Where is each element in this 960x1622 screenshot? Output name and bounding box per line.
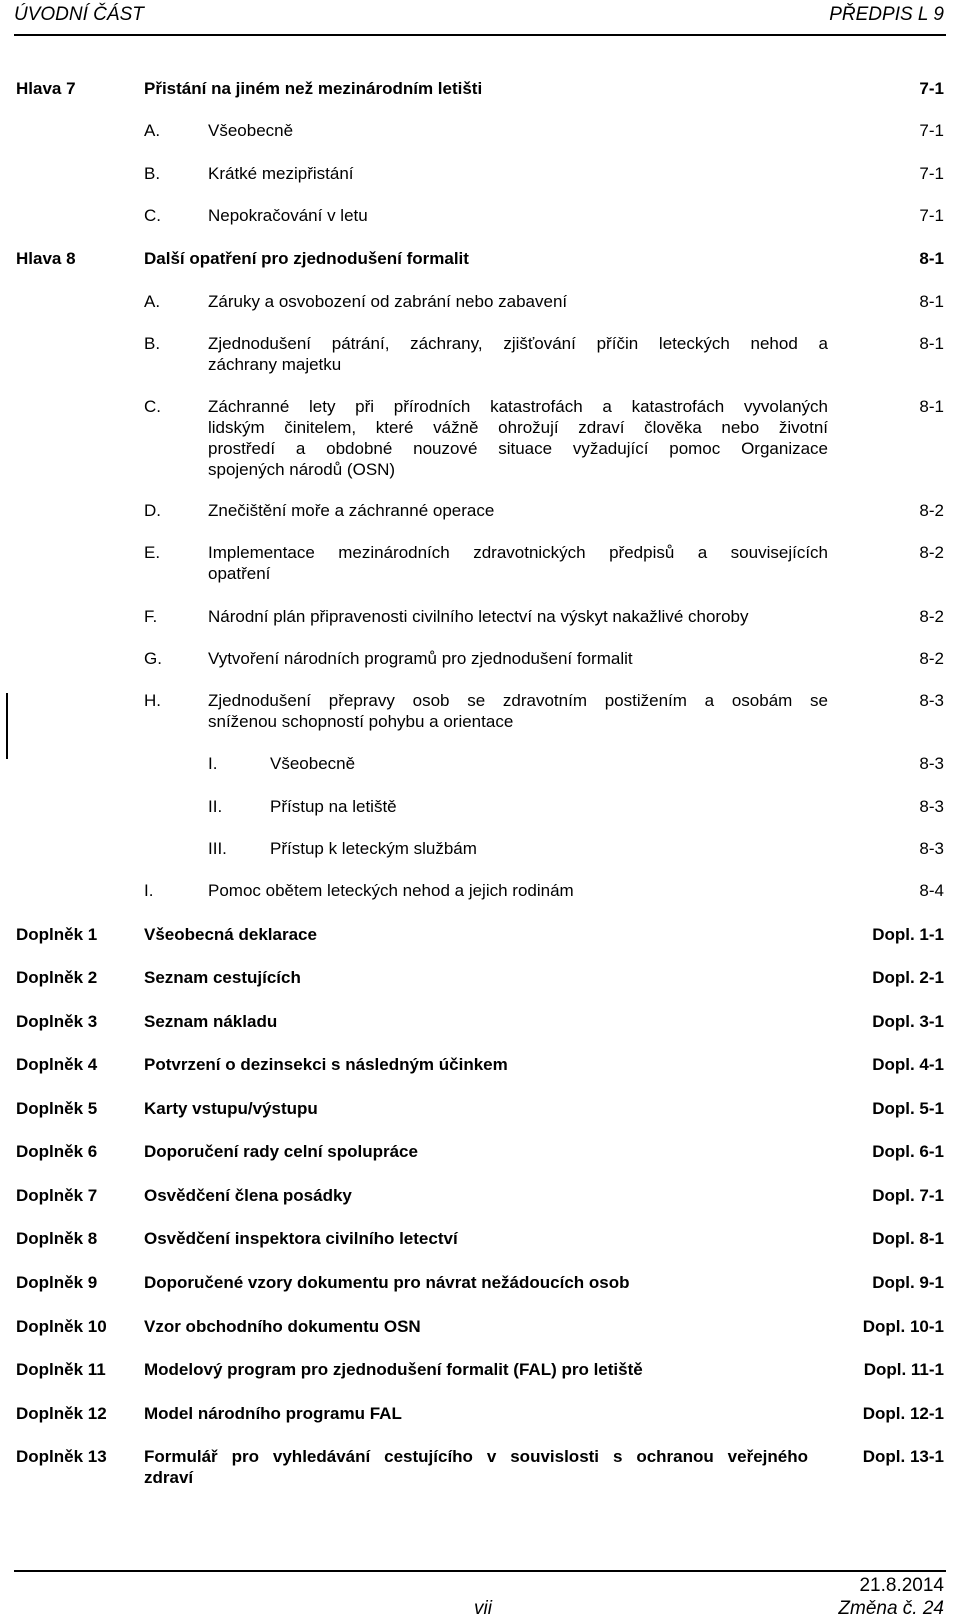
subsection-title: Přístup na letiště	[270, 797, 397, 816]
appendix-title: Osvědčení člena posádky	[144, 1186, 352, 1205]
section-letter: D.	[144, 501, 161, 520]
appendix-label: Doplněk 7	[16, 1186, 98, 1205]
appendix-label: Doplněk 5	[16, 1099, 98, 1118]
page-ref: Dopl. 3-1	[872, 1012, 944, 1031]
section-title: Implementace mezinárodních zdravotnických předpisů a souvisejících opatření	[208, 543, 828, 583]
page-ref: 8-3	[919, 691, 944, 710]
page-ref: 8-3	[919, 797, 944, 816]
appendix-label: Doplněk 4	[16, 1055, 98, 1074]
section-title: Pomoc obětem leteckých nehod a jejich rodinám	[208, 881, 574, 900]
section-title: Vytvoření národních programů pro zjednodušení formalit	[208, 649, 633, 668]
appendix-label: Doplněk 8	[16, 1229, 98, 1248]
page-ref: Dopl. 11-1	[863, 1360, 944, 1379]
header-left: ÚVODNÍ ČÁST	[14, 4, 144, 25]
header-rule	[14, 34, 946, 36]
section-letter: C.	[144, 206, 161, 225]
page-ref: 8-2	[919, 649, 944, 668]
page-ref: Dopl. 12-1	[862, 1404, 944, 1423]
section-title: Znečištění moře a záchranné operace	[208, 501, 495, 520]
section-title: Krátké mezipřistání	[208, 164, 354, 183]
subsection-title: Přístup k leteckým službám	[270, 839, 477, 858]
section-title: Záruky a osvobození od zabrání nebo zabavení	[208, 292, 568, 311]
appendix-label: Doplněk 11	[16, 1360, 106, 1379]
subsection-numeral: II.	[208, 797, 223, 816]
page-ref: 8-3	[919, 839, 944, 858]
section-title: Zjednodušení pátrání, záchrany, zjišťování příčin leteckých nehod a záchrany majetku	[208, 334, 828, 374]
chapter-label: Hlava 8	[16, 249, 76, 268]
appendix-title: Osvědčení inspektora civilního letectví	[144, 1229, 458, 1248]
page-ref: 8-2	[919, 501, 944, 520]
page-ref: Dopl. 2-1	[872, 968, 944, 987]
page-ref: Dopl. 4-1	[872, 1055, 944, 1074]
page-ref: 8-1	[919, 249, 944, 268]
section-title: Nepokračování v letu	[208, 206, 368, 225]
page-ref: Dopl. 7-1	[872, 1186, 944, 1205]
page-ref: 7-1	[919, 164, 944, 183]
page-ref: Dopl. 13-1	[862, 1447, 944, 1466]
section-title: Národní plán připravenosti civilního letectví na výskyt nakažlivé choroby	[208, 607, 749, 626]
page-ref: 7-1	[919, 206, 944, 225]
appendix-title: Potvrzení o dezinsekci s následným účinkem	[144, 1055, 508, 1074]
page-ref: 8-2	[919, 607, 944, 626]
appendix-title: Karty vstupu/výstupu	[144, 1099, 318, 1118]
page-ref: 8-1	[919, 397, 944, 416]
change-bar	[6, 693, 8, 759]
appendix-label: Doplněk 1	[16, 925, 98, 944]
appendix-label: Doplněk 13	[16, 1447, 107, 1466]
appendix-title: Model národního programu FAL	[144, 1404, 402, 1423]
chapter-label: Hlava 7	[16, 79, 76, 98]
page-ref: 8-2	[919, 543, 944, 562]
appendix-label: Doplněk 10	[16, 1317, 107, 1336]
appendix-title: Modelový program pro zjednodušení formalit (FAL) pro letiště	[144, 1360, 643, 1379]
page-ref: 7-1	[919, 121, 944, 140]
appendix-title: Seznam cestujících	[144, 968, 301, 987]
page-ref: Dopl. 1-1	[872, 925, 944, 944]
page-ref: 8-3	[919, 754, 944, 773]
page-ref: Dopl. 5-1	[872, 1099, 944, 1118]
footer-page-number: vii	[474, 1598, 492, 1619]
footer-date: 21.8.2014	[859, 1575, 944, 1596]
appendix-label: Doplněk 12	[16, 1404, 107, 1423]
section-letter: I.	[144, 881, 154, 900]
section-letter: F.	[144, 607, 158, 626]
section-letter: B.	[144, 334, 161, 353]
appendix-title: Všeobecná deklarace	[144, 925, 317, 944]
section-letter: A.	[144, 292, 161, 311]
chapter-title: Další opatření pro zjednodušení formalit	[144, 249, 469, 268]
page-ref: 8-1	[919, 334, 944, 353]
subsection-title: Všeobecně	[270, 754, 356, 773]
subsection-numeral: III.	[208, 839, 227, 858]
page-ref: 7-1	[919, 79, 944, 98]
footer-change-number: Změna č. 24	[838, 1598, 944, 1619]
page-ref: Dopl. 10-1	[862, 1317, 944, 1336]
appendix-title: Seznam nákladu	[144, 1012, 278, 1031]
footer-rule	[14, 1570, 946, 1572]
page-ref: 8-1	[919, 292, 944, 311]
section-letter: H.	[144, 691, 161, 710]
appendix-label: Doplněk 6	[16, 1142, 98, 1161]
page-ref: Dopl. 8-1	[872, 1229, 944, 1248]
header-right: PŘEDPIS L 9	[829, 4, 944, 25]
section-letter: A.	[144, 121, 161, 140]
section-letter: B.	[144, 164, 161, 183]
appendix-label: Doplněk 3	[16, 1012, 98, 1031]
page-ref: Dopl. 9-1	[872, 1273, 944, 1292]
chapter-title: Přistání na jiném než mezinárodním letišti	[144, 79, 483, 98]
appendix-label: Doplněk 2	[16, 968, 98, 987]
appendix-title: Doporučení rady celní spolupráce	[144, 1142, 418, 1161]
appendix-title: Doporučené vzory dokumentu pro návrat nežádoucích osob	[144, 1273, 630, 1292]
section-letter: G.	[144, 649, 162, 668]
section-title: Zjednodušení přepravy osob se zdravotním postižením a osobám se sníženou schopností pohybu a orientace	[208, 691, 828, 731]
section-letter: C.	[144, 397, 161, 416]
section-title: Všeobecně	[208, 121, 294, 140]
appendix-title: Formulář pro vyhledávání cestujícího v souvislosti s ochranou veřejného zdraví	[144, 1447, 808, 1487]
appendix-label: Doplněk 9	[16, 1273, 98, 1292]
page-ref: 8-4	[919, 881, 944, 900]
subsection-numeral: I.	[208, 754, 218, 773]
appendix-title: Vzor obchodního dokumentu OSN	[144, 1317, 421, 1336]
page-ref: Dopl. 6-1	[872, 1142, 944, 1161]
section-letter: E.	[144, 543, 161, 562]
section-title: Záchranné lety při přírodních katastrofách a katastrofách vyvolaných lidským činitelem, které vážně ohrožují zdraví člověka nebo životní prostředí a obdobné nouzové situace vyžadující pomoc Organizace spojených národů (OSN)	[208, 397, 828, 479]
